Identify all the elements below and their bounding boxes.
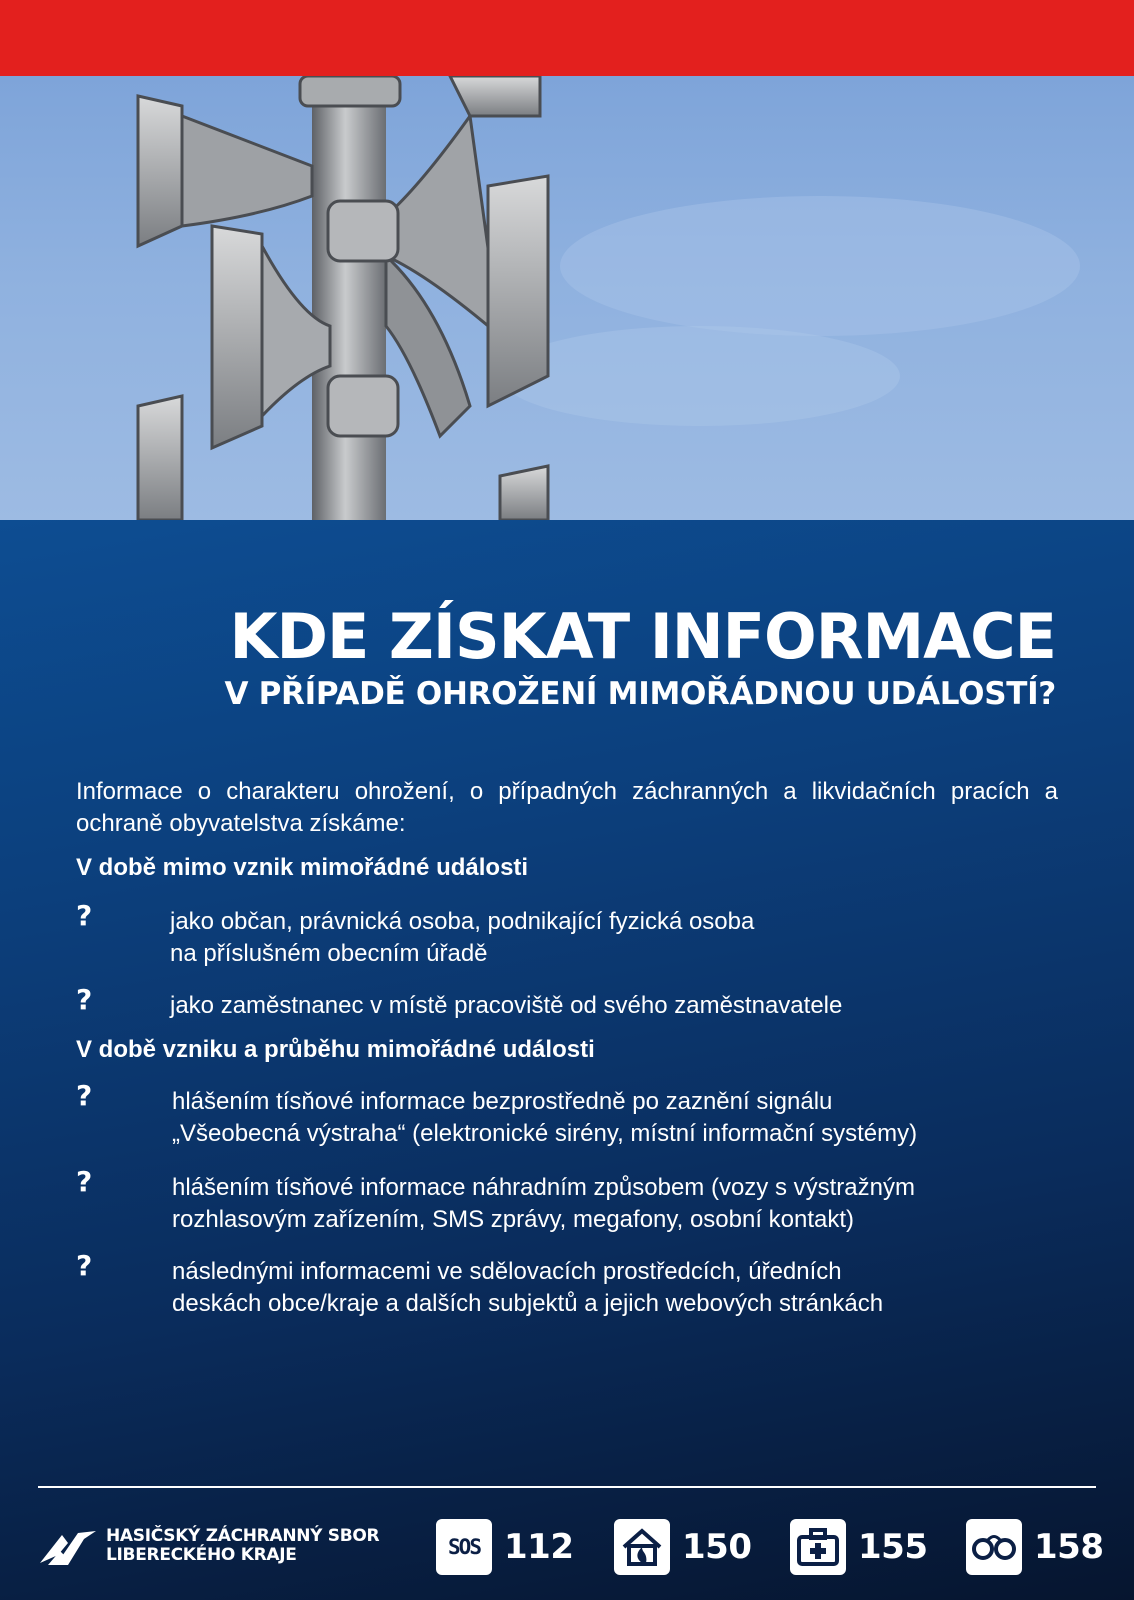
emergency-number-112 [436, 1519, 573, 1575]
emergency-number: 112 [504, 1527, 574, 1567]
question-mark-icon: ? [76, 1249, 93, 1282]
emergency-number-155 [790, 1519, 927, 1575]
top-red-bar [0, 0, 1134, 76]
emergency-number: 155 [858, 1527, 928, 1567]
question-mark-icon: ? [76, 1165, 93, 1198]
title-line-1: KDE ZÍSKAT INFORMACE [229, 600, 1056, 673]
list-item-line: následnými informacemi ve sdělovacích prostředcích, úředních [172, 1258, 842, 1285]
section-heading-during: V době vzniku a průběhu mimořádné události [76, 1036, 595, 1063]
intro-paragraph: Informace o charakteru ohrožení, o případných záchranných a likvidačních pracích a ochraně obyvatelstva získáme: [76, 778, 1058, 837]
list-item-line: hlášením tísňové informace bezprostředně po zaznění signálu [172, 1088, 833, 1115]
first-aid-kit-icon [790, 1519, 846, 1575]
list-item-line: jako zaměstnanec v místě pracoviště od svého zaměstnavatele [170, 992, 843, 1019]
org-name-line-2: LIBERECKÉHO KRAJE [106, 1545, 297, 1565]
question-mark-icon: ? [76, 899, 93, 932]
title-line-2: V PŘÍPADĚ OHROŽENÍ MIMOŘÁDNOU UDÁLOSTÍ? [224, 676, 1056, 712]
hzs-logo [38, 1522, 379, 1570]
question-mark-icon: ? [76, 983, 93, 1016]
sos-icon: SOS [436, 1519, 492, 1575]
page-title [224, 602, 1056, 714]
hzs-emblem-icon [38, 1525, 98, 1567]
question-mark-icon: ? [76, 1079, 93, 1112]
fire-house-icon [614, 1519, 670, 1575]
org-name-line-1: HASIČSKÝ ZÁCHRANNÝ SBOR [106, 1526, 380, 1546]
emergency-number-158 [966, 1519, 1103, 1575]
list-item-line: deskách obce/kraje a dalších subjektů a jejich webových stránkách [172, 1290, 884, 1317]
footer-divider [38, 1486, 1096, 1488]
siren-photo [0, 76, 1134, 520]
list-item-line: na příslušném obecním úřadě [170, 940, 488, 967]
emergency-number-150 [614, 1519, 751, 1575]
emergency-number: 158 [1034, 1527, 1104, 1567]
emergency-number: 150 [682, 1527, 752, 1567]
list-item-line: jako občan, právnická osoba, podnikající fyzická osoba [170, 908, 755, 935]
handcuffs-icon [966, 1519, 1022, 1575]
list-item-line: rozhlasovým zařízením, SMS zprávy, megafony, osobní kontakt) [172, 1206, 855, 1233]
list-item-line: „Všeobecná výstraha“ (elektronické sirény, místní informační systémy) [172, 1120, 918, 1147]
section-heading-before: V době mimo vznik mimořádné události [76, 854, 529, 881]
list-item-line: hlášením tísňové informace náhradním způsobem (vozy s výstražným [172, 1174, 915, 1201]
